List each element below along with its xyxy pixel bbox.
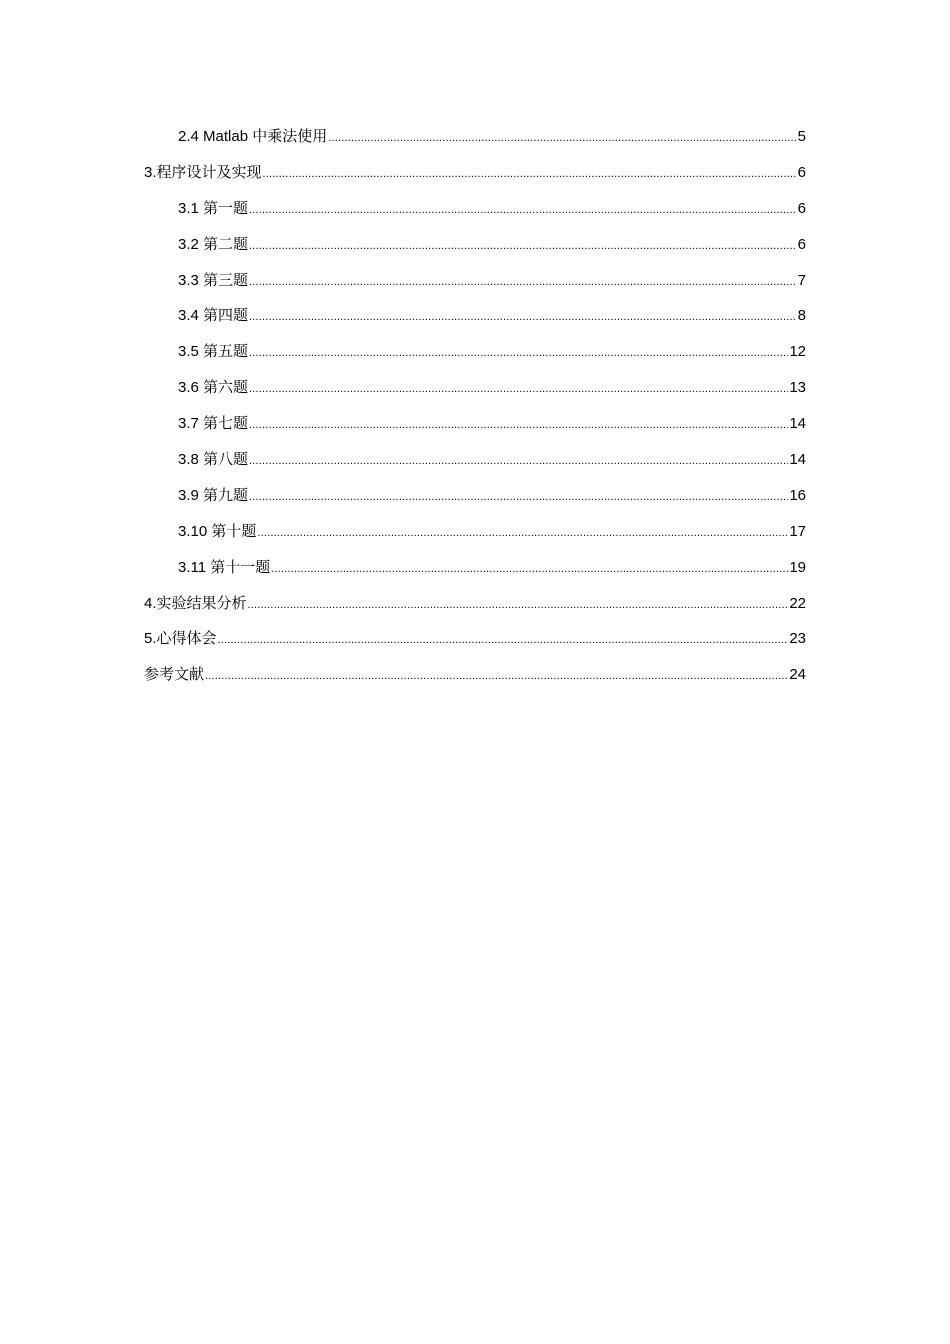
- toc-dot-leader: [328, 121, 796, 157]
- toc-entry[interactable]: [144, 298, 806, 334]
- toc-entry[interactable]: [144, 442, 806, 478]
- toc-dot-leader: [249, 229, 797, 265]
- toc-entry[interactable]: [144, 550, 806, 586]
- toc-page-number: 8: [797, 307, 806, 325]
- toc-dot-leader: [249, 444, 788, 480]
- toc-entry[interactable]: [144, 263, 806, 299]
- toc-dot-leader: [249, 265, 797, 301]
- toc-dot-leader: [263, 157, 797, 193]
- toc-entry[interactable]: [144, 119, 806, 155]
- toc-entry[interactable]: [144, 155, 806, 191]
- toc-dot-leader: [249, 193, 797, 229]
- toc-dot-leader: [249, 408, 788, 444]
- toc-entry[interactable]: [144, 334, 806, 370]
- toc-entry-label: 3.程序设计及实现: [144, 163, 262, 181]
- toc-dot-leader: [248, 588, 789, 624]
- toc-dot-leader: [205, 659, 788, 695]
- toc-entry-label: 3.7 第七题: [178, 415, 249, 433]
- toc-entry-label: 3.8 第八题: [178, 451, 249, 469]
- toc-dot-leader: [249, 480, 788, 516]
- toc-entry-label: 3.2 第二题: [178, 235, 249, 253]
- toc-entry[interactable]: [144, 370, 806, 406]
- toc-dot-leader: [249, 300, 797, 336]
- toc-page-number: 6: [797, 163, 806, 181]
- toc-page-number: 16: [789, 486, 806, 504]
- toc-dot-leader: [271, 552, 788, 588]
- toc-page-number: 5: [797, 128, 806, 145]
- toc-entry-label: 5.心得体会: [144, 630, 217, 648]
- toc-entry-label: 3.6 第六题: [178, 379, 249, 397]
- toc-page-number: 24: [789, 666, 806, 684]
- toc-entry-label: 3.11 第十一题: [178, 558, 271, 576]
- toc-page-number: 22: [789, 594, 806, 612]
- toc-entry[interactable]: [144, 191, 806, 227]
- toc-page-number: 6: [797, 235, 806, 253]
- toc-page-number: 17: [789, 522, 806, 540]
- toc-dot-leader: [218, 623, 789, 659]
- toc-entry[interactable]: [144, 227, 806, 263]
- toc-page-number: 6: [797, 199, 806, 217]
- toc-dot-leader: [249, 336, 788, 372]
- toc-page-number: 12: [789, 343, 806, 361]
- toc-entry-label: 参考文献: [144, 666, 205, 684]
- toc-entry-label: 3.10 第十题: [178, 522, 257, 540]
- toc-entry[interactable]: [144, 621, 806, 657]
- toc-entry-label: 3.5 第五题: [178, 343, 249, 361]
- toc-entry[interactable]: [144, 657, 806, 693]
- toc-entry[interactable]: [144, 478, 806, 514]
- toc-entry[interactable]: [144, 586, 806, 622]
- toc-page-number: 13: [789, 379, 806, 397]
- toc-entry[interactable]: [144, 514, 806, 550]
- toc-page-number: 7: [797, 271, 806, 289]
- toc-page-number: 19: [789, 558, 806, 576]
- toc-entry-label: 4.实验结果分析: [144, 594, 247, 612]
- toc-entry-label: 3.3 第三题: [178, 271, 249, 289]
- toc-page-number: 23: [789, 630, 806, 648]
- toc-entry-label: 3.9 第九题: [178, 486, 249, 504]
- toc-page-number: 14: [789, 451, 806, 469]
- toc-entry-label: 3.1 第一题: [178, 199, 249, 217]
- toc-entry-label: 2.4 Matlab 中乘法使用: [178, 128, 328, 145]
- toc-dot-leader: [257, 516, 788, 552]
- toc-page-number: 14: [789, 415, 806, 433]
- toc-entry[interactable]: [144, 406, 806, 442]
- table-of-contents: [144, 119, 806, 693]
- toc-entry-label: 3.4 第四题: [178, 307, 249, 325]
- toc-dot-leader: [249, 372, 788, 408]
